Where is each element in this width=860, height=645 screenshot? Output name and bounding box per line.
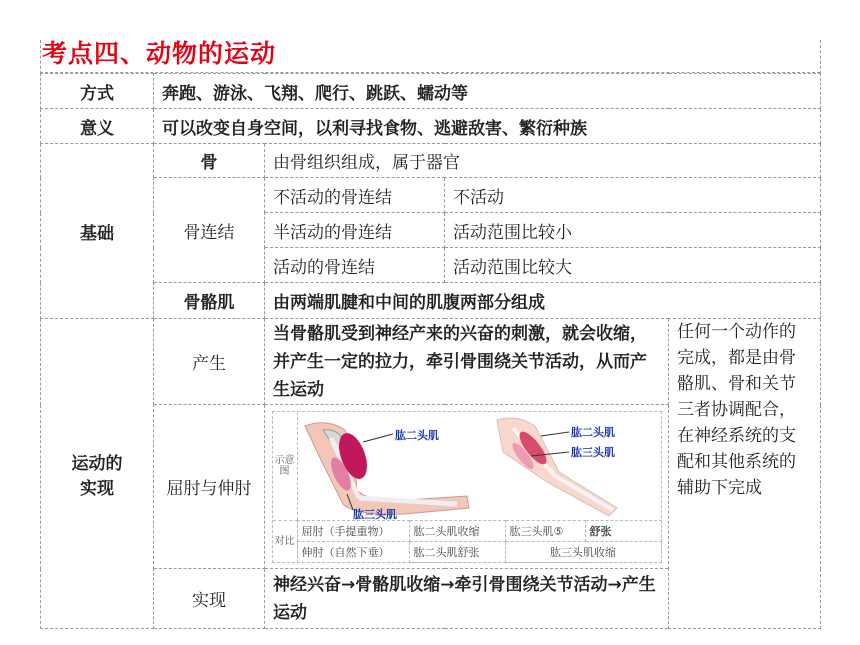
label-triceps-left: 肱三头肌	[352, 507, 397, 520]
row-meaning	[41, 109, 821, 144]
row-bone	[41, 144, 821, 178]
value-achieve: 神经兴奋→骨骼肌收缩→牵引骨围绕关节活动→产生运动	[265, 569, 669, 629]
compare-row-flex	[297, 520, 661, 541]
label-meaning: 意义	[41, 109, 154, 144]
label-flex: 屈肘与伸肘	[154, 405, 265, 569]
coordination-note: 任何一个动作的完成，都是由骨骼肌、骨和关节三者协调配合，在神经系统的支配和其他系统的辅助下完成	[669, 319, 821, 629]
compare-cell: 肱二头肌收缩	[409, 520, 505, 541]
label-bone: 骨	[154, 144, 265, 178]
elbow-figure	[272, 411, 662, 563]
compare-cell: 肱三头肌收缩	[505, 541, 661, 562]
value-produce: 当骨骼肌受到神经产来的兴奋的刺激，就会收缩，并产生一定的拉力，牵引骨围绕关节活动，从而产生运动	[265, 319, 669, 405]
label-produce: 产生	[154, 319, 265, 405]
joint-name: 不活动的骨连结	[265, 178, 445, 213]
label-muscle: 骨骼肌	[154, 283, 265, 319]
value-muscle: 由两端肌腱和中间的肌腹两部分组成	[265, 283, 821, 319]
label-biceps-right: 肱二头肌	[570, 425, 615, 439]
joint-desc: 活动范围比较小	[445, 213, 821, 248]
compare-cell: 肱二头肌舒张	[409, 541, 505, 562]
label-realization: 运动的 实现	[41, 319, 154, 629]
row-produce	[41, 319, 821, 405]
value-meaning: 可以改变自身空间，以利寻找食物、逃避敌害、繁衍种族	[154, 109, 821, 144]
compare-cell: 屈肘（手提重物）	[297, 520, 409, 541]
page-title: 考点四、动物的运动	[42, 39, 277, 68]
label-joint: 骨连结	[154, 178, 265, 283]
compare-cell: 肱三头肌⑤	[505, 520, 585, 541]
compare-row-extend	[297, 541, 661, 562]
label-triceps-right: 肱三头肌	[570, 445, 615, 459]
compare-cell: 伸肘（自然下垂）	[297, 541, 409, 562]
label-biceps-left: 肱二头肌	[394, 428, 439, 442]
label-achieve: 实现	[154, 569, 265, 629]
value-mode: 奔跑、游泳、飞翔、爬行、跳跃、蠕动等	[154, 74, 821, 109]
row-mode	[41, 74, 821, 109]
summary-table	[40, 73, 821, 629]
title-frame-left	[40, 40, 41, 74]
joint-name: 活动的骨连结	[265, 248, 445, 283]
joint-name: 半活动的骨连结	[265, 213, 445, 248]
joint-desc: 不活动	[445, 178, 821, 213]
flex-figure-cell	[265, 405, 669, 569]
arm-illustration	[297, 412, 661, 520]
figure-side-diagram: 示意图	[273, 412, 298, 520]
row-joint-1	[41, 178, 821, 213]
flex-compare-table	[297, 520, 662, 563]
title-frame-right	[820, 40, 821, 74]
label-basis: 基础	[41, 144, 154, 319]
joint-desc: 活动范围比较大	[445, 248, 821, 283]
row-muscle	[41, 283, 821, 319]
value-bone: 由骨组织组成，属于器官	[265, 144, 821, 178]
figure-side-compare: 对比	[273, 520, 298, 563]
compare-answer: 舒张	[585, 520, 661, 541]
label-mode: 方式	[41, 74, 154, 109]
